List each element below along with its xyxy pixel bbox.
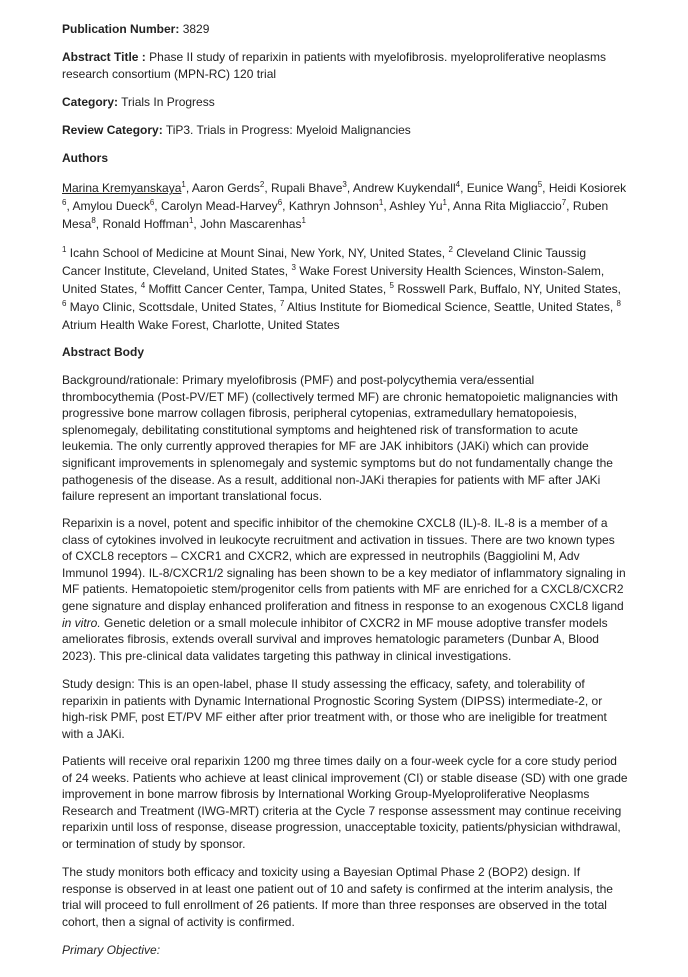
review-category-value: TiP3. Trials in Progress: Myeloid Malignancies [165, 123, 411, 137]
body-paragraph-4: Patients will receive oral reparixin 1200 mg three times daily on a four-week cycle for a core study period of 24 weeks. Patients who achieve at least clinical improvement (CI) or stable disease (SD) with one grade improvement in bone marrow fibrosis by International Working Group-Myeloproliferative Neoplasms Research and Treatment (IWG-MRT) criteria at the Cycle 7 response assessment may continue receiving reparixin until loss of response, disease progression, unacceptable toxicity, patients/physician withdrawal, or termination of study by sponsor. [62, 754, 628, 851]
author-3-aff: 4 [455, 180, 461, 189]
affiliation-2: Wake Forest University Health Sciences, Winston-Salem, United States, [62, 264, 605, 296]
author-10: Anna Rita Migliaccio [452, 199, 562, 213]
authors-heading: Authors [62, 151, 108, 165]
authors-list: Marina Kremyanskaya$^1$, Aaron Gerds$^2$, Rupali Bhave$^3$, Andrew Kuykendall$^4$, Eunice Wang$^5$, Heidi Kosiorek $^6$, Amylou Dueck$^6$, Carolyn Mead-Harvey$^6$, Kathryn Johnson$^1$, Ashley Yu$^1$, Anna Rita Migliaccio$^7$, Ruben Mesa$^8$, Ronald Hoffman$^1$, John Mascarenhas$^1$ [62, 180, 627, 231]
author-0-aff: 1 [181, 180, 186, 189]
body-paragraph-2-b: Genetic deletion or a small molecule inhibitor of CXCR2 in MF mouse adoptive transfer models ameliorates fibrosis, extends overall survival and improves hematologic parameters (Dunbar A, Blood 2023). This pre-clinical data validates targeting this pathway in clinical investigations. [62, 615, 608, 663]
affiliation-1: Cleveland Clinic Taussig Cancer Institute, Cleveland, United States, [62, 246, 587, 278]
affiliation-7-num: 8 [616, 299, 621, 308]
abstract-title [62, 49, 628, 82]
affiliation-3: Moffitt Cancer Center, Tampa, United States, [148, 282, 387, 296]
author-13-aff: 1 [301, 216, 306, 225]
author-3: Andrew Kuykendall [352, 181, 456, 195]
category-value: Trials In Progress [121, 95, 215, 109]
affiliation-6: Altius Institute for Biomedical Science, Seattle, United States, [287, 300, 614, 314]
abstract-title-value: Phase II study of reparixin in patients with myelofibrosis. myeloproliferative neoplasms research consortium (MPN-RC) 120 trial [62, 50, 607, 81]
author-13: John Mascarenhas [200, 217, 302, 231]
author-11: Ruben Mesa [62, 199, 609, 231]
affiliation-5: Mayo Clinic, Scottsdale, United States, [69, 300, 277, 314]
author-2-aff: 3 [342, 180, 347, 189]
author-12: Ronald Hoffman [102, 217, 189, 231]
body-paragraph-1: Background/rationale: Primary myelofibrosis (PMF) and post-polycythemia vera/essential thrombocythemia (Post-PV/ET MF) (collectively termed MF) are chronic hematopoietic malignancies with progressive bone marrow collagen fibrosis, peripheral cytopenias, extramedullary hematopoiesis, splenomegaly, debilitating constitutional symptoms and heightened risk of transformation to acute leukemia. The only currently approved therapies for MF are JAK inhibitors (JAKi) which can provide significant improvements in splenomegaly and systemic symptoms but do not fundamentally change the pathogenesis of the disease. As a result, additional non-JAKi therapies for patients with MF after JAKi failure represent an important translational focus. [62, 373, 618, 504]
author-7-aff: 6 [277, 198, 283, 207]
affiliation-1-num: 2 [448, 245, 453, 254]
abstract-title-label: Abstract Title : [62, 50, 146, 64]
publication-number [62, 20, 628, 38]
author-8: Kathryn Johnson [288, 199, 379, 213]
author-6: Amylou Dueck [72, 199, 150, 213]
affiliation-0-num: 1 [62, 245, 67, 254]
author-8-aff: 1 [378, 198, 384, 207]
category-label: Category: [62, 95, 119, 109]
author-5: Heidi Kosiorek [548, 181, 627, 195]
author-9-aff: 1 [442, 198, 447, 207]
abstract-body-heading: Abstract Body [62, 345, 145, 359]
affiliations-list [62, 244, 628, 334]
affiliation-4: Rosswell Park, Buffalo, NY, United States, [397, 282, 622, 296]
body-paragraph-2-a: Reparixin is a novel, potent and specific inhibitor of the chemokine CXCL8 (IL)-8. IL-8 is a member of a class of cytokines involved in leukocyte recruitment and activation in tissues. There are two known types of CXCL8 receptors – CXCR1 and CXCR2, which are expressed in neutrophils (Baggiolini M, Adv Immunol 1994). IL-8/CXCR1/2 signaling has been shown to be a key mediator of inflammatory signaling in MF patients. Hematopoietic stem/progenitor cells from patients with MF are enriched for a CXCL8/CXCR2 gene signature and display enhanced proliferation and fitness in response to an exogenous CXCL8 ligand [62, 516, 626, 613]
author-4: Eunice Wang [466, 181, 538, 195]
body-paragraph-2 [62, 515, 628, 664]
primary-objective-heading: Primary Objective: [62, 943, 161, 957]
author-7: Carolyn Mead-Harvey [160, 199, 278, 213]
affiliation-7: Atrium Health Wake Forest, Charlotte, United States [62, 318, 340, 332]
category [62, 93, 628, 111]
author-10-aff: 7 [561, 198, 567, 207]
affiliation-5-num: 6 [62, 299, 67, 308]
publication-number-value: 3829 [182, 22, 210, 36]
review-category-label: Review Category: [62, 123, 163, 137]
publication-number-label: Publication Number: [62, 22, 180, 36]
affiliation-4-num: 5 [389, 281, 394, 290]
author-6-aff: 6 [149, 198, 155, 207]
author-5-aff: 6 [62, 198, 67, 207]
author-9: Ashley Yu [389, 199, 443, 213]
body-paragraph-3: Study design: This is an open-label, phase II study assessing the efficacy, safety, and tolerability of reparixin in patients with Dynamic International Prognostic Scoring System (DIPSS) intermediate-2, or high-risk PMF, post ET/PV MF either after prior treatment with, or those who are ineligible for treatment with a JAKi. [62, 677, 607, 741]
author-1-aff: 2 [259, 180, 265, 189]
author-11-aff: 8 [91, 216, 96, 225]
author-2: Rupali Bhave [271, 181, 343, 195]
affiliation-2-num: 3 [291, 263, 296, 272]
affiliation-6-num: 7 [279, 299, 285, 308]
author-4-aff: 5 [537, 180, 543, 189]
author-12-aff: 1 [188, 216, 194, 225]
author-0[interactable]: Marina Kremyanskaya [62, 181, 182, 195]
author-1: Aaron Gerds [191, 181, 260, 195]
body-paragraph-2-italic: in vitro. [62, 615, 101, 630]
body-paragraph-5: The study monitors both efficacy and toxicity using a Bayesian Optimal Phase 2 (BOP2) design. If response is observed in at least one patient out of 10 and safety is confirmed at the interim analysis, the trial will proceed to full enrollment of 26 patients. If more than three responses are observed in the total cohort, then a signal of activity is confirmed. [62, 865, 613, 929]
affiliation-3-num: 4 [140, 281, 146, 290]
affiliation-0: Icahn School of Medicine at Mount Sinai, New York, NY, United States, [69, 246, 446, 260]
review-category [62, 121, 628, 139]
